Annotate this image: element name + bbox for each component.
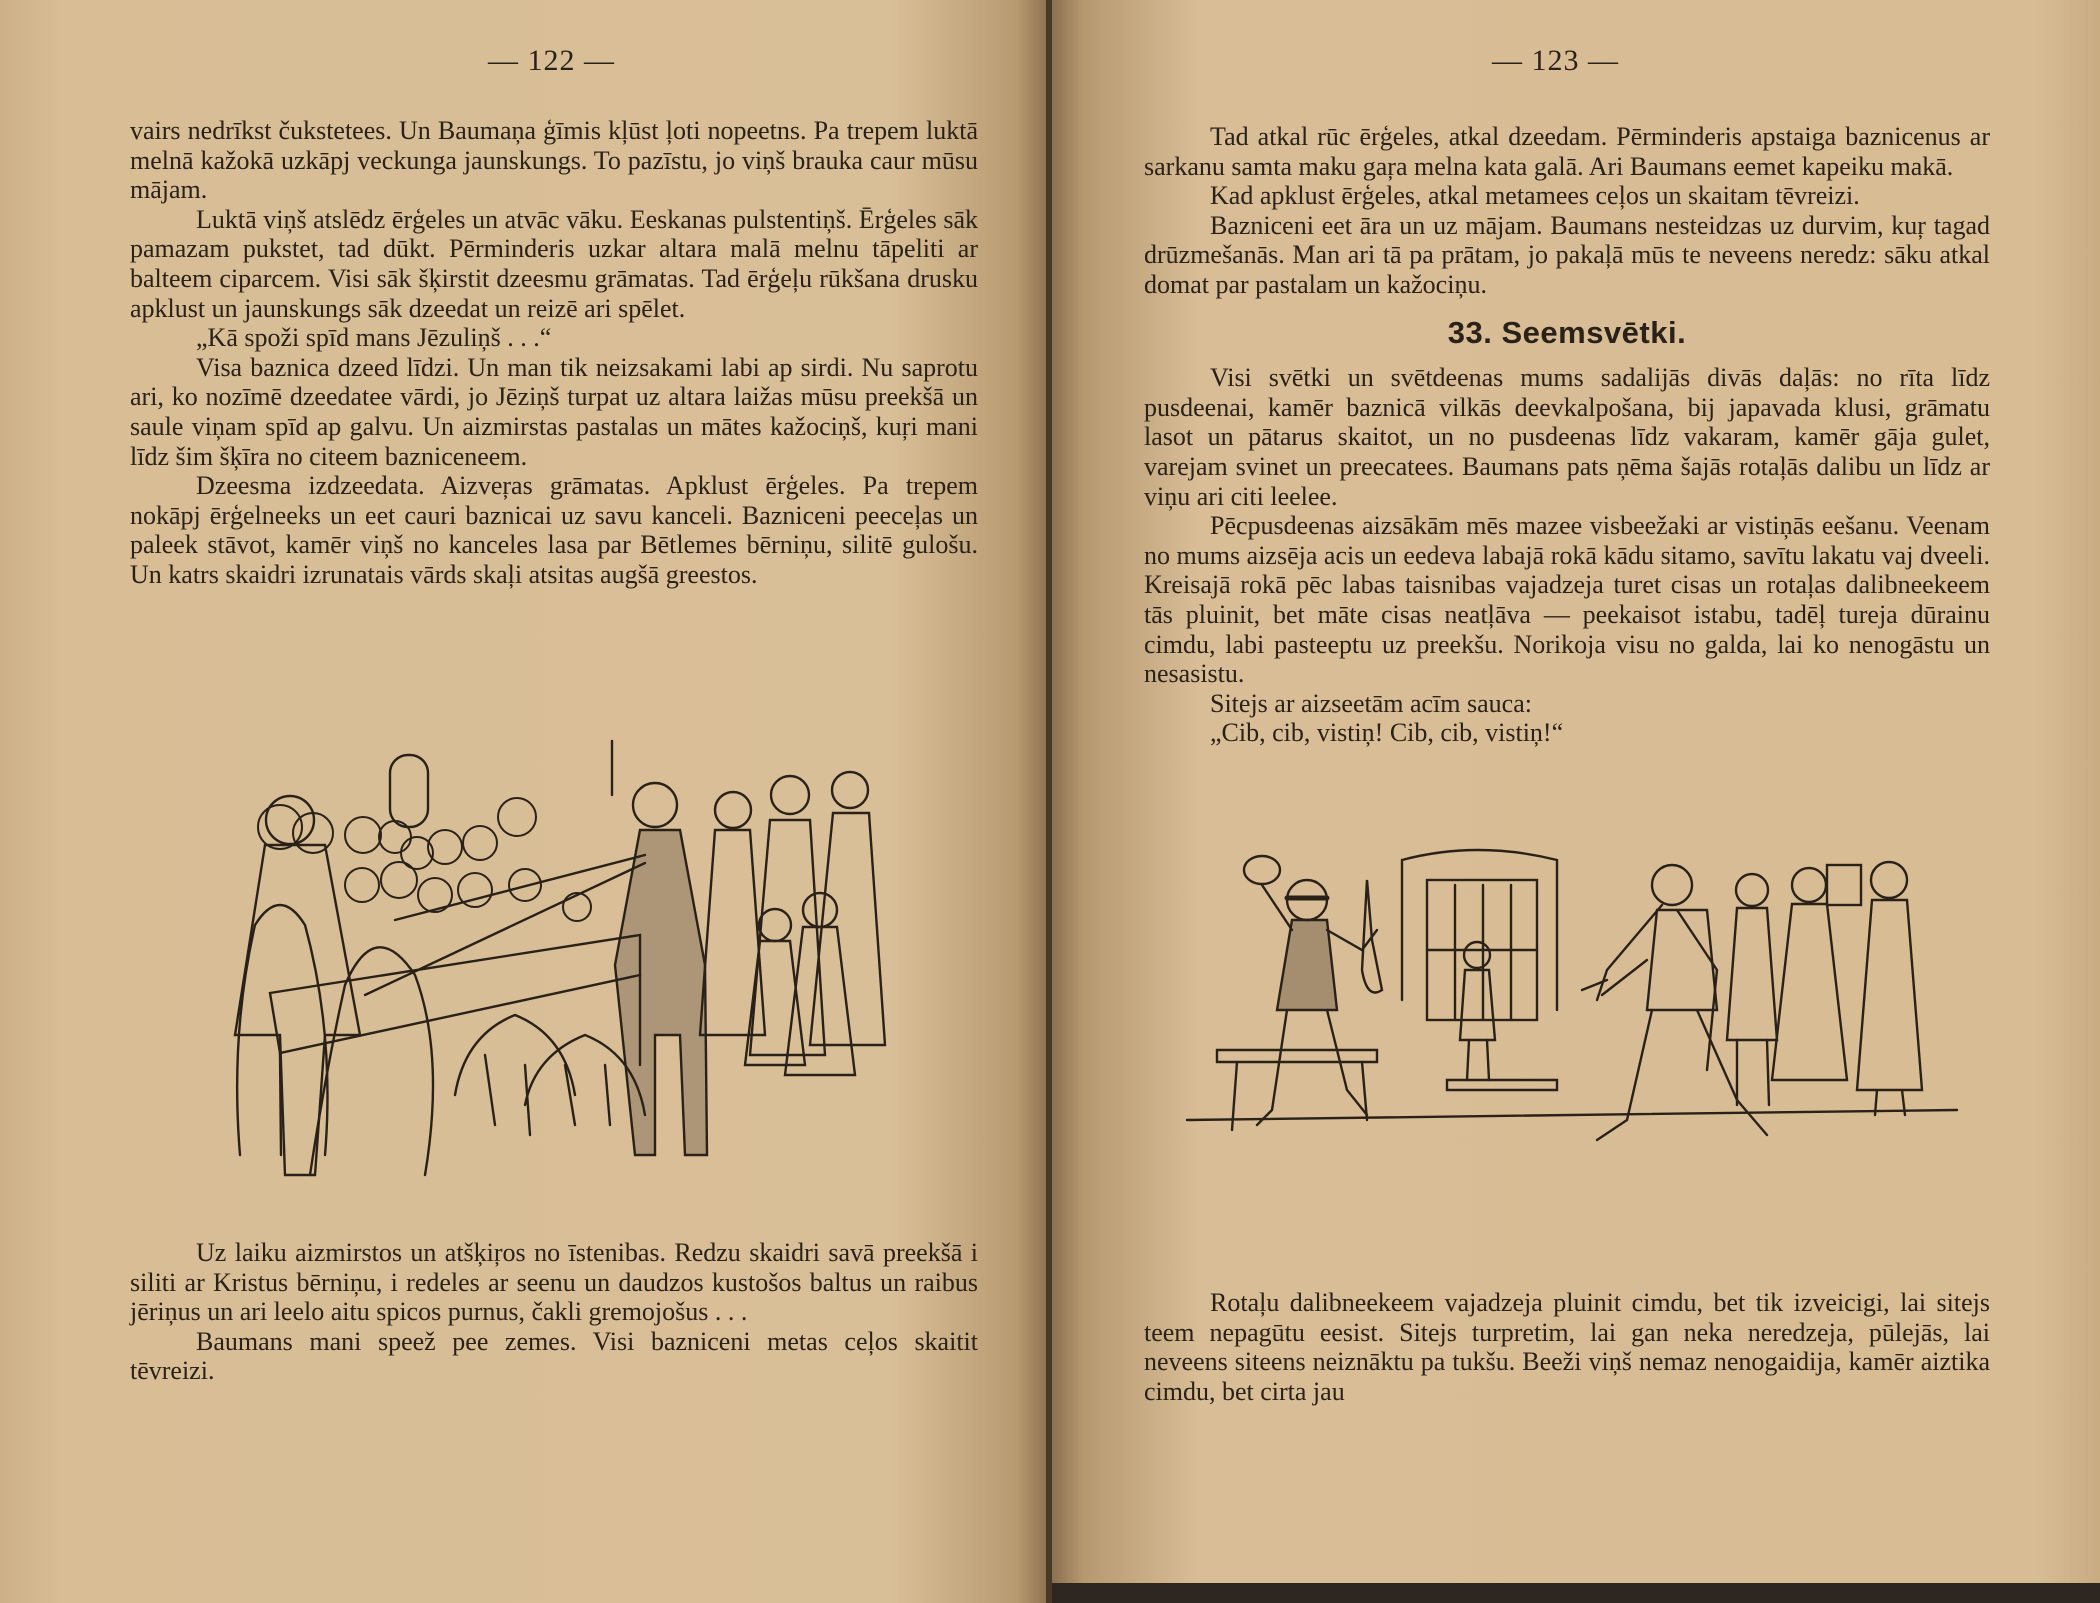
text-block-top xyxy=(1144,122,1990,748)
paragraph: vairs nedrīkst čukstetees. Un Baumaņa ģīmis kļūst ļoti nopeetns. Pa trepem luktā melnā kažokā uzkāpj veckunga jaunskungs. To pazīstu, jo viņš brauka caur mūsu mājam. xyxy=(130,116,978,205)
paragraph: Baumans mani speež pee zemes. Visi bazniceni metas ceļos skaitit tēvreizi. xyxy=(130,1326,978,1386)
church-choir-illustration xyxy=(185,735,925,1215)
blind-man-game-illustration xyxy=(1177,840,1977,1280)
paragraph: Dzeesma izdzeedata. Aizveŗas grāmatas. Apklust ērģeles. Pa trepem nokāpj ērģelneeks un eet cauri baznicai uz savu kanceli. Bazniceni peeceļas un paleek stāvot, kamēr viņš no kanceles lasa par Bētlemes bērniņu, silitē gulošu. Un katrs skaidri izrunatais vārds skaļi atsitas augšā greestos. xyxy=(130,471,978,589)
text-block-bottom xyxy=(1144,1288,1990,1406)
paragraph: Rotaļu dalibneekeem vajadzeja pluinit cimdu, bet tik izveicigi, lai sitejs teem nepagūtu eesist. Sitejs turpretim, lai gan neka neredzeja, pūlejās, lai neveens siteens neiznāktu pa tukšu. Beeži viņš nemaz nenogaidija, kamēr aiztika cimdu, bet cirta jau xyxy=(1144,1288,1990,1406)
paragraph: Sitejs ar aizseetām acīm sauca: xyxy=(1210,688,1532,718)
right-page xyxy=(1052,0,2100,1603)
paragraph: Kad apklust ērģeles, atkal metamees ceļos un skaitam tēvreizi. xyxy=(1210,181,1860,211)
paragraph: „Kā spoži spīd mans Jēzuliņš . . .“ xyxy=(196,323,552,353)
page-number: — 123 — xyxy=(1492,44,1619,77)
paragraph: Visa baznica dzeed līdzi. Un man tik neizsakami labi ap sirdi. Nu saprotu ari, ko nozīmē dzeedatee vārdi, jo Jēziņš turpat uz altara laižas mūsu preekšā un saule viņam spīd ap galvu. Un aizmirstas pastalas un mātes kažociņš, kuŗi mani līdz šim šķīra no citeem bazniceneem. xyxy=(130,352,978,471)
page-edge-shadow xyxy=(1052,1583,2100,1603)
paragraph: Uz laiku aizmirstos un atšķiŗos no īstenibas. Redzu skaidri savā preekšā i siliti ar Kristus bērniņu, i redeles ar seenu un daudzos kustošos baltus un raibus jēriņus un ari leelo aitu spicos purnus, čakli gremojošus . . . xyxy=(130,1238,978,1327)
page-number: — 122 — xyxy=(488,44,615,77)
paragraph: Luktā viņš atslēdz ērģeles un atvāc vāku. Eeskanas pulstentiņš. Ērģeles sāk pamazam pukstet, tad dūkt. Pērminderis uzkar altara malā melnu tāpeliti ar balteem ciparcem. Visi sāk šķirstit dzeesmu grāmatas. Tad ērģeļu rūkšana drusku apklust un jaunskungs sāk dzeedat un reizē ari spēlet. xyxy=(130,204,978,323)
paragraph: Pēcpusdeenas aizsākām mēs mazee visbeežaki ar vistiņās eešanu. Veenam no mums aizsēja acis un eedeva labajā rokā kādu sitamo, savītu lakatu vaj dveeli. Kreisajā rokā pēc labas taisnibas vajadzeja turet cisas un rotaļas dalibneekeem tās pluinit, bet māte cisas neatļāva — peekaisot istabu, tadēļ tureja dūrainu cimdu, labi pasteeptu uz preekšu. Norikoja visu no galda, lai ko nenogāstu un nesasistu. xyxy=(1144,511,1990,689)
paragraph: „Cib, cib, vistiņ! Cib, cib, vistiņ!“ xyxy=(1210,718,1564,748)
paragraph: Bazniceni eet āra un uz mājam. Baumans nesteidzas uz durvim, kuŗ tagad drūzmešanās. Man ari tā pa prātam, jo pakaļā mūs te neveens neredz: sāku atkal domat par pastalam un kažociņu. xyxy=(1144,210,1990,299)
left-page xyxy=(0,0,1048,1603)
chapter-heading: 33. Seemsvētki. xyxy=(1447,314,1687,350)
paragraph: Tad atkal rūc ērģeles, atkal dzeedam. Pērminderis apstaiga baznicenus ar sarkanu samta maku gaŗa melna kata galā. Ari Baumans eemet kapeiku makā. xyxy=(1144,122,1990,181)
text-block-bottom xyxy=(130,1238,978,1386)
text-block-top xyxy=(130,116,978,590)
paragraph: Visi svētki un svētdeenas mums sadalijās divās daļās: no rīta līdz pusdeenai, kamēr baznicā vilkās deevkalpošana, bij japavada klusi, grāmatu lasot un pātarus skaitot, un no pusdeenas līdz vakaram, kamēr gāja gulet, varejam svinet un preecatees. Baumans pats ņēma šajās rotaļās dalibu un līdz ar viņu ari citi leelee. xyxy=(1144,363,1990,511)
